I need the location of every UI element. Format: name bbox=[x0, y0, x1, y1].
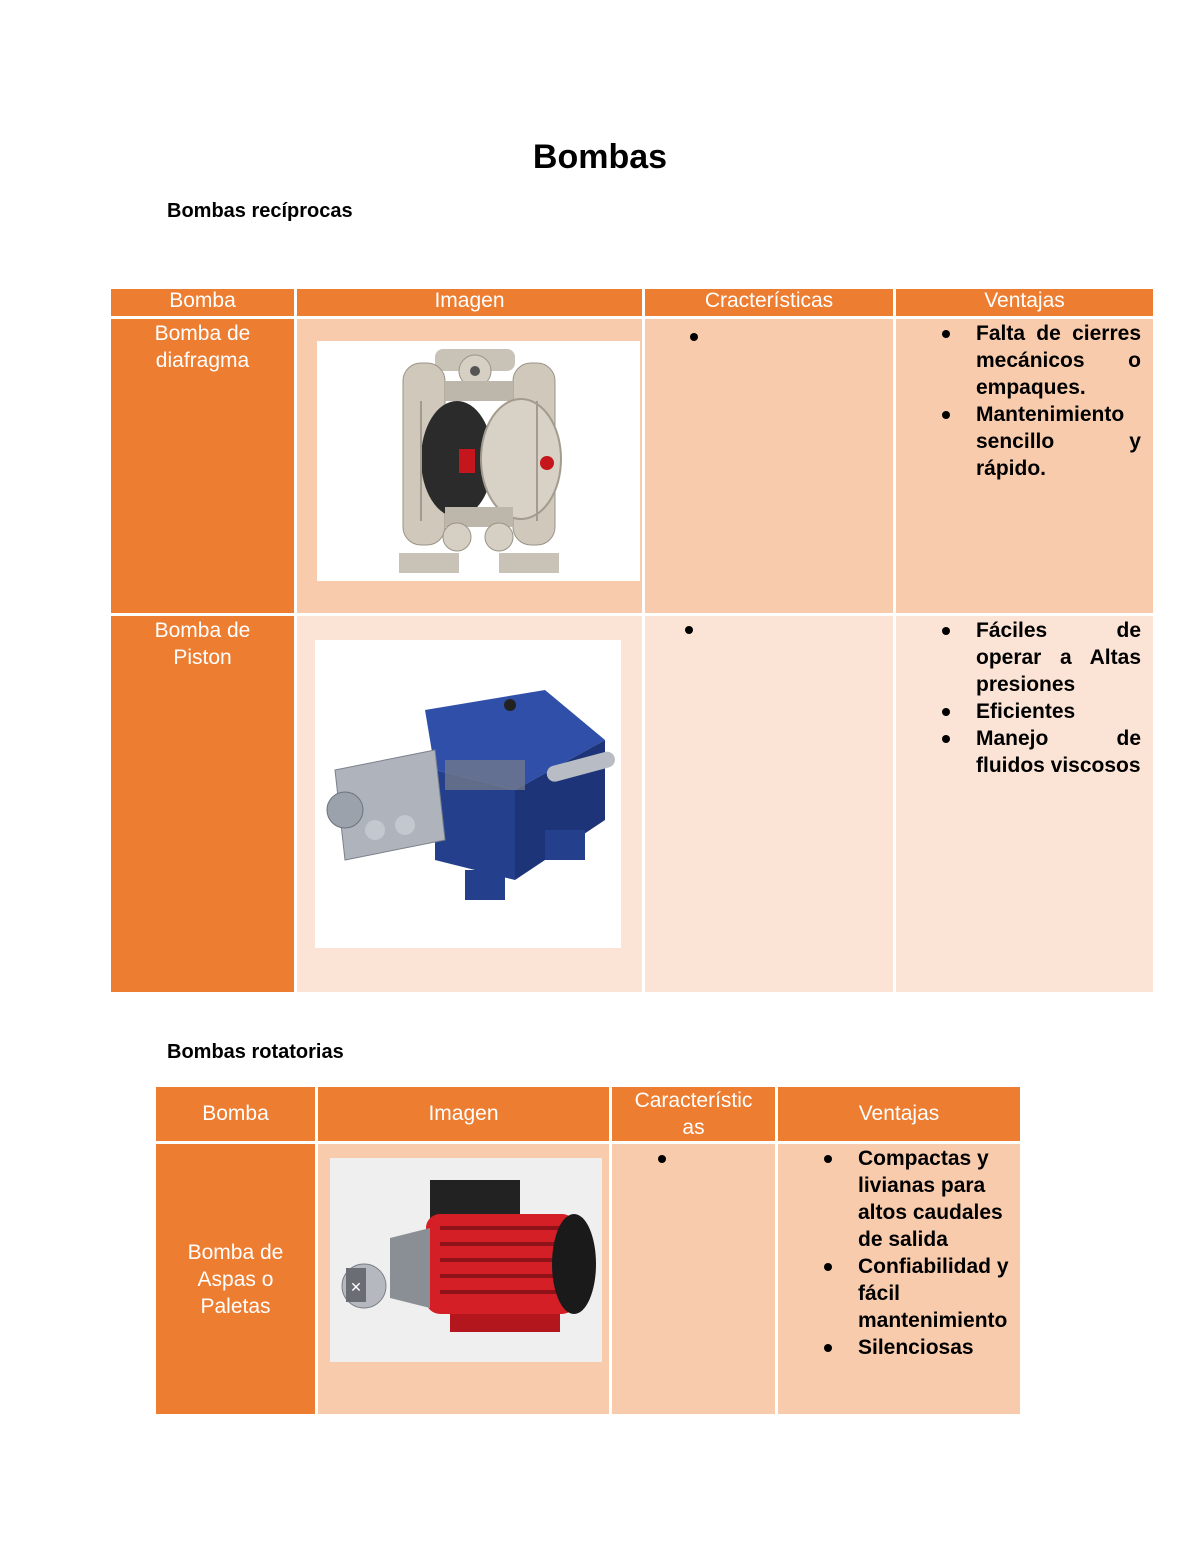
list-item bbox=[858, 1334, 1012, 1361]
characteristics-list bbox=[645, 319, 893, 353]
advantage-text: Compactas y livianas para altos caudales de salida bbox=[858, 1147, 1003, 1251]
svg-text:✕: ✕ bbox=[350, 1280, 362, 1296]
table-header-row bbox=[156, 1087, 1020, 1141]
characteristics-cell bbox=[645, 616, 893, 992]
pump-name-line: Aspas o bbox=[197, 1267, 274, 1291]
list-item bbox=[976, 320, 1141, 401]
bullet-icon bbox=[824, 1155, 832, 1163]
list-item bbox=[976, 401, 1141, 482]
advantage-text: Fáciles de operar a Altas presiones bbox=[976, 619, 1141, 696]
section-heading-reciprocating: Bombas recíprocas bbox=[167, 200, 353, 222]
advantage-text: Mantenimiento sencillo y rápido. bbox=[976, 403, 1141, 480]
diaphragm-pump-photo bbox=[317, 341, 640, 581]
advantage-text: Confiabilidad y fácil mantenimiento bbox=[858, 1255, 1009, 1332]
table-row bbox=[156, 1144, 1020, 1414]
characteristics-cell bbox=[645, 319, 893, 613]
bullet-icon bbox=[658, 1155, 666, 1163]
advantage-text: Eficientes bbox=[976, 700, 1076, 723]
bullet-icon bbox=[824, 1344, 832, 1352]
list-item bbox=[858, 1145, 1012, 1253]
pump-name-line: Bomba de bbox=[154, 322, 251, 345]
header-imagen: Imagen bbox=[318, 1087, 609, 1141]
characteristics-cell bbox=[612, 1144, 775, 1414]
list-item bbox=[645, 626, 893, 646]
bullet-icon bbox=[824, 1263, 832, 1271]
pump-name-line: Piston bbox=[173, 646, 232, 669]
bullet-icon bbox=[685, 626, 693, 634]
table-row bbox=[111, 616, 1153, 992]
characteristics-list bbox=[645, 616, 893, 646]
header-ventajas: Ventajas bbox=[896, 289, 1153, 316]
header-ventajas: Ventajas bbox=[778, 1087, 1020, 1141]
pump-name-line: diafragma bbox=[155, 349, 250, 372]
advantages-list bbox=[896, 319, 1153, 482]
bullet-icon bbox=[942, 330, 950, 338]
pump-name-line: Bomba de bbox=[187, 1240, 284, 1264]
table-header-row bbox=[111, 289, 1153, 316]
header-bomba: Bomba bbox=[156, 1087, 315, 1141]
header-caracteristicas bbox=[612, 1087, 775, 1141]
bullet-icon bbox=[942, 708, 950, 716]
advantages-list bbox=[778, 1144, 1020, 1361]
advantages-cell bbox=[896, 616, 1153, 992]
bullet-icon bbox=[690, 333, 698, 341]
advantages-list bbox=[896, 616, 1153, 779]
advantages-cell bbox=[778, 1144, 1020, 1414]
bullet-icon bbox=[942, 735, 950, 743]
advantages-cell bbox=[896, 319, 1153, 613]
list-item bbox=[645, 333, 893, 353]
pump-name-line: Paletas bbox=[200, 1294, 271, 1318]
list-item bbox=[976, 725, 1141, 779]
list-item bbox=[976, 698, 1141, 725]
pump-name-line: Bomba de bbox=[154, 619, 251, 642]
reciprocating-pumps-table bbox=[108, 286, 1156, 995]
piston-pump-photo bbox=[315, 640, 621, 948]
list-item bbox=[612, 1155, 775, 1175]
header-caracteristicas: Cracterísticas bbox=[645, 289, 893, 316]
advantage-text: Falta de cierres mecánicos o empaques. bbox=[976, 322, 1141, 399]
list-item bbox=[858, 1253, 1012, 1334]
advantage-text: Silenciosas bbox=[858, 1336, 974, 1359]
pump-name-vane bbox=[156, 1144, 315, 1414]
pump-name-diaphragm bbox=[111, 319, 294, 613]
header-line: Característic bbox=[634, 1089, 753, 1112]
pump-name-piston bbox=[111, 616, 294, 992]
image-cell bbox=[318, 1144, 609, 1414]
page-title: Bombas bbox=[532, 138, 668, 176]
header-line: as bbox=[682, 1116, 705, 1139]
vane-pump-photo bbox=[330, 1158, 602, 1362]
image-cell bbox=[297, 319, 642, 613]
table-row bbox=[111, 319, 1153, 613]
bullet-icon bbox=[942, 411, 950, 419]
section-heading-rotary: Bombas rotatorias bbox=[167, 1041, 344, 1063]
header-imagen: Imagen bbox=[297, 289, 642, 316]
characteristics-list bbox=[612, 1144, 775, 1175]
list-item bbox=[976, 617, 1141, 698]
header-bomba: Bomba bbox=[111, 289, 294, 316]
bullet-icon bbox=[942, 627, 950, 635]
image-cell bbox=[297, 616, 642, 992]
advantage-text: Manejo de fluidos viscosos bbox=[976, 727, 1141, 777]
rotary-pumps-table bbox=[153, 1084, 1023, 1417]
